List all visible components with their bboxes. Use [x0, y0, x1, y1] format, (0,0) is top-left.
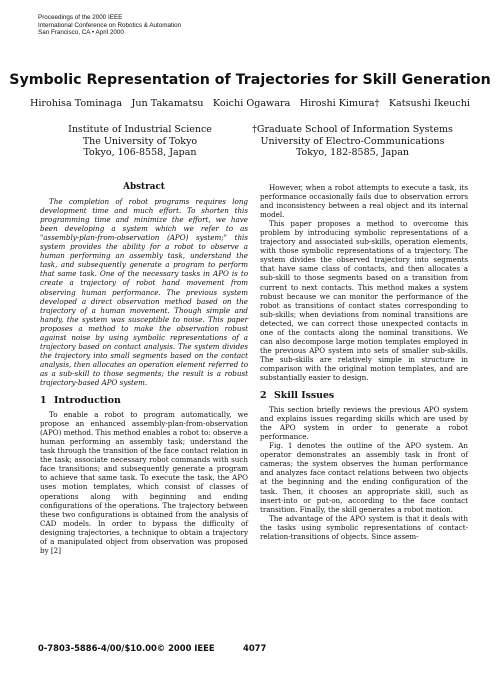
- affiliation-left: [40, 124, 240, 159]
- intro-paragraph: To enable a robot to program automatically, we propose an enhanced assembly-plan-from-observation (APO) method. This method enables a robot to: observe a human performing an assembly task; understand the task through the transition of the face contact relation in the task; associate necessary robot commands with such face transitions; and subsequently generate a program to achieve that same task. To execute the task, the APO uses motion templates, which consist of classes of operations along with beginning and ending configurations of the operations. The trajectory between these two configurations is obtained from the analysis of CAD models. In order to bypass the difficulty of designing trajectories, a technique to obtain a trajectory of a manipulated object from observation was proposed by [2]: [40, 410, 248, 555]
- right-column: [260, 183, 468, 541]
- page-number: 4077: [243, 643, 267, 653]
- section-title: Skill Issues: [274, 390, 335, 402]
- body-paragraph: The advantage of the APO system is that it deals with the tasks using symbolic representations of contact-relation-transitions of objects. Since assem-: [260, 513, 468, 541]
- left-column: [40, 183, 248, 555]
- body-paragraph: This paper proposes a method to overcome this problem by introducing symbolic representations of a trajectory and associated sub-skills, operation elements, with those symbolic representations of a trajectory. The system divides the observed trajectory into segments that have same class of contacts, and then allocates a sub-skill to those segments based on a transition from current to next contacts. This method makes a system robust because we can monitor the performance of the robot as transitions of contact states corresponding to sub-skills; when deviations from nominal transitions are detected, we can correct those unexpected contacts in one of the contacts along the nominal transitions. We can also decompose large motion templates employed in the previous APO system into sets of smaller sub-skills. The sub-skills are relatively simple in structure in comparison with the original motion templates, and are substantially easier to design.: [260, 219, 468, 382]
- proceedings-line: Proceedings of the 2000 IEEE: [38, 14, 123, 21]
- affiliation-line: University of Electro-Communications: [260, 135, 445, 147]
- affiliation-line: The University of Tokyo: [82, 135, 198, 147]
- copyright-footer: 0-7803-5886-4/00/$10.00© 2000 IEEE: [38, 643, 215, 653]
- section-title: Introduction: [54, 395, 121, 407]
- proceedings-line: San Francisco, CA • April 2000: [38, 29, 124, 37]
- affiliation-right: [245, 124, 460, 159]
- body-paragraph: However, when a robot attempts to execute a task, its performance occasionally fails due to observation errors and inconsistency between a real object and its internal model.: [260, 183, 468, 220]
- section-heading-introduction: [40, 396, 248, 405]
- section-number: 2: [260, 390, 267, 402]
- author-name: Koichi Ogawara: [212, 98, 291, 109]
- body-paragraph: This section briefly reviews the previous APO system and explains issues regarding skills which are used by the APO system in order to generate a robot performance.: [260, 405, 468, 442]
- affiliation-line: Institute of Industrial Science: [68, 124, 212, 135]
- paper-title: Symbolic Representation of Trajectories for Skill Generation: [9, 72, 491, 88]
- affiliation-line: †Graduate School of Information Systems: [252, 124, 453, 135]
- proceedings-header: [38, 14, 181, 37]
- section-number: 1: [40, 395, 47, 407]
- affiliation-line: Tokyo, 106-8558, Japan: [83, 147, 197, 159]
- author-name: Hiroshi Kimura†: [299, 98, 380, 109]
- proceedings-line: International Conference on Robotics & Automation: [38, 21, 182, 29]
- author-name: Jun Takamatsu: [131, 98, 204, 109]
- body-paragraph: Fig. 1 denotes the outline of the APO system. An operator demonstrates an assembly task in front of cameras; the system observes the human performance and analyzes face contact relations between two objects at the beginning and the ending configuration of the task. Then, it chooses an appropriate skill, such as insert-into or put-on, according to the face contact transition. Finally, the skill generates a robot motion.: [260, 441, 468, 514]
- author-list: [30, 98, 470, 109]
- affiliation-line: Tokyo, 182-8585, Japan: [295, 147, 410, 159]
- section-heading-skill-issues: [260, 391, 468, 400]
- author-name: Hirohisa Tominaga: [30, 98, 123, 109]
- author-name: Katsushi Ikeuchi: [388, 98, 470, 109]
- abstract-text: The completion of robot programs requires long development time and much effort. To shorten this programming time and minimize the effort, we have been developing a system which we refer to as "assembly-plan-from-observation (APO) system;" this system provides the ability for a robot to observe a human performing an assembly task, understand the task, and subsequently generate a program to perform that same task. One of the necessary tasks in APO is to create a trajectory of robot hand movement from observing human performance. The previous system developed a direct observation method based on the trajectory of a human movement. Though simple and handy, the system was susceptible to noise. This paper proposes a method to make the observation robust against noise by using symbolic representations of a trajectory based on contact analysis. The system divides the trajectory into small segments based on the contact analysis, then allocates an operation element referred to as a sub-skill to those segments; the result is a robust trajectory-based APO system.: [40, 197, 248, 387]
- abstract-heading: Abstract: [123, 182, 165, 192]
